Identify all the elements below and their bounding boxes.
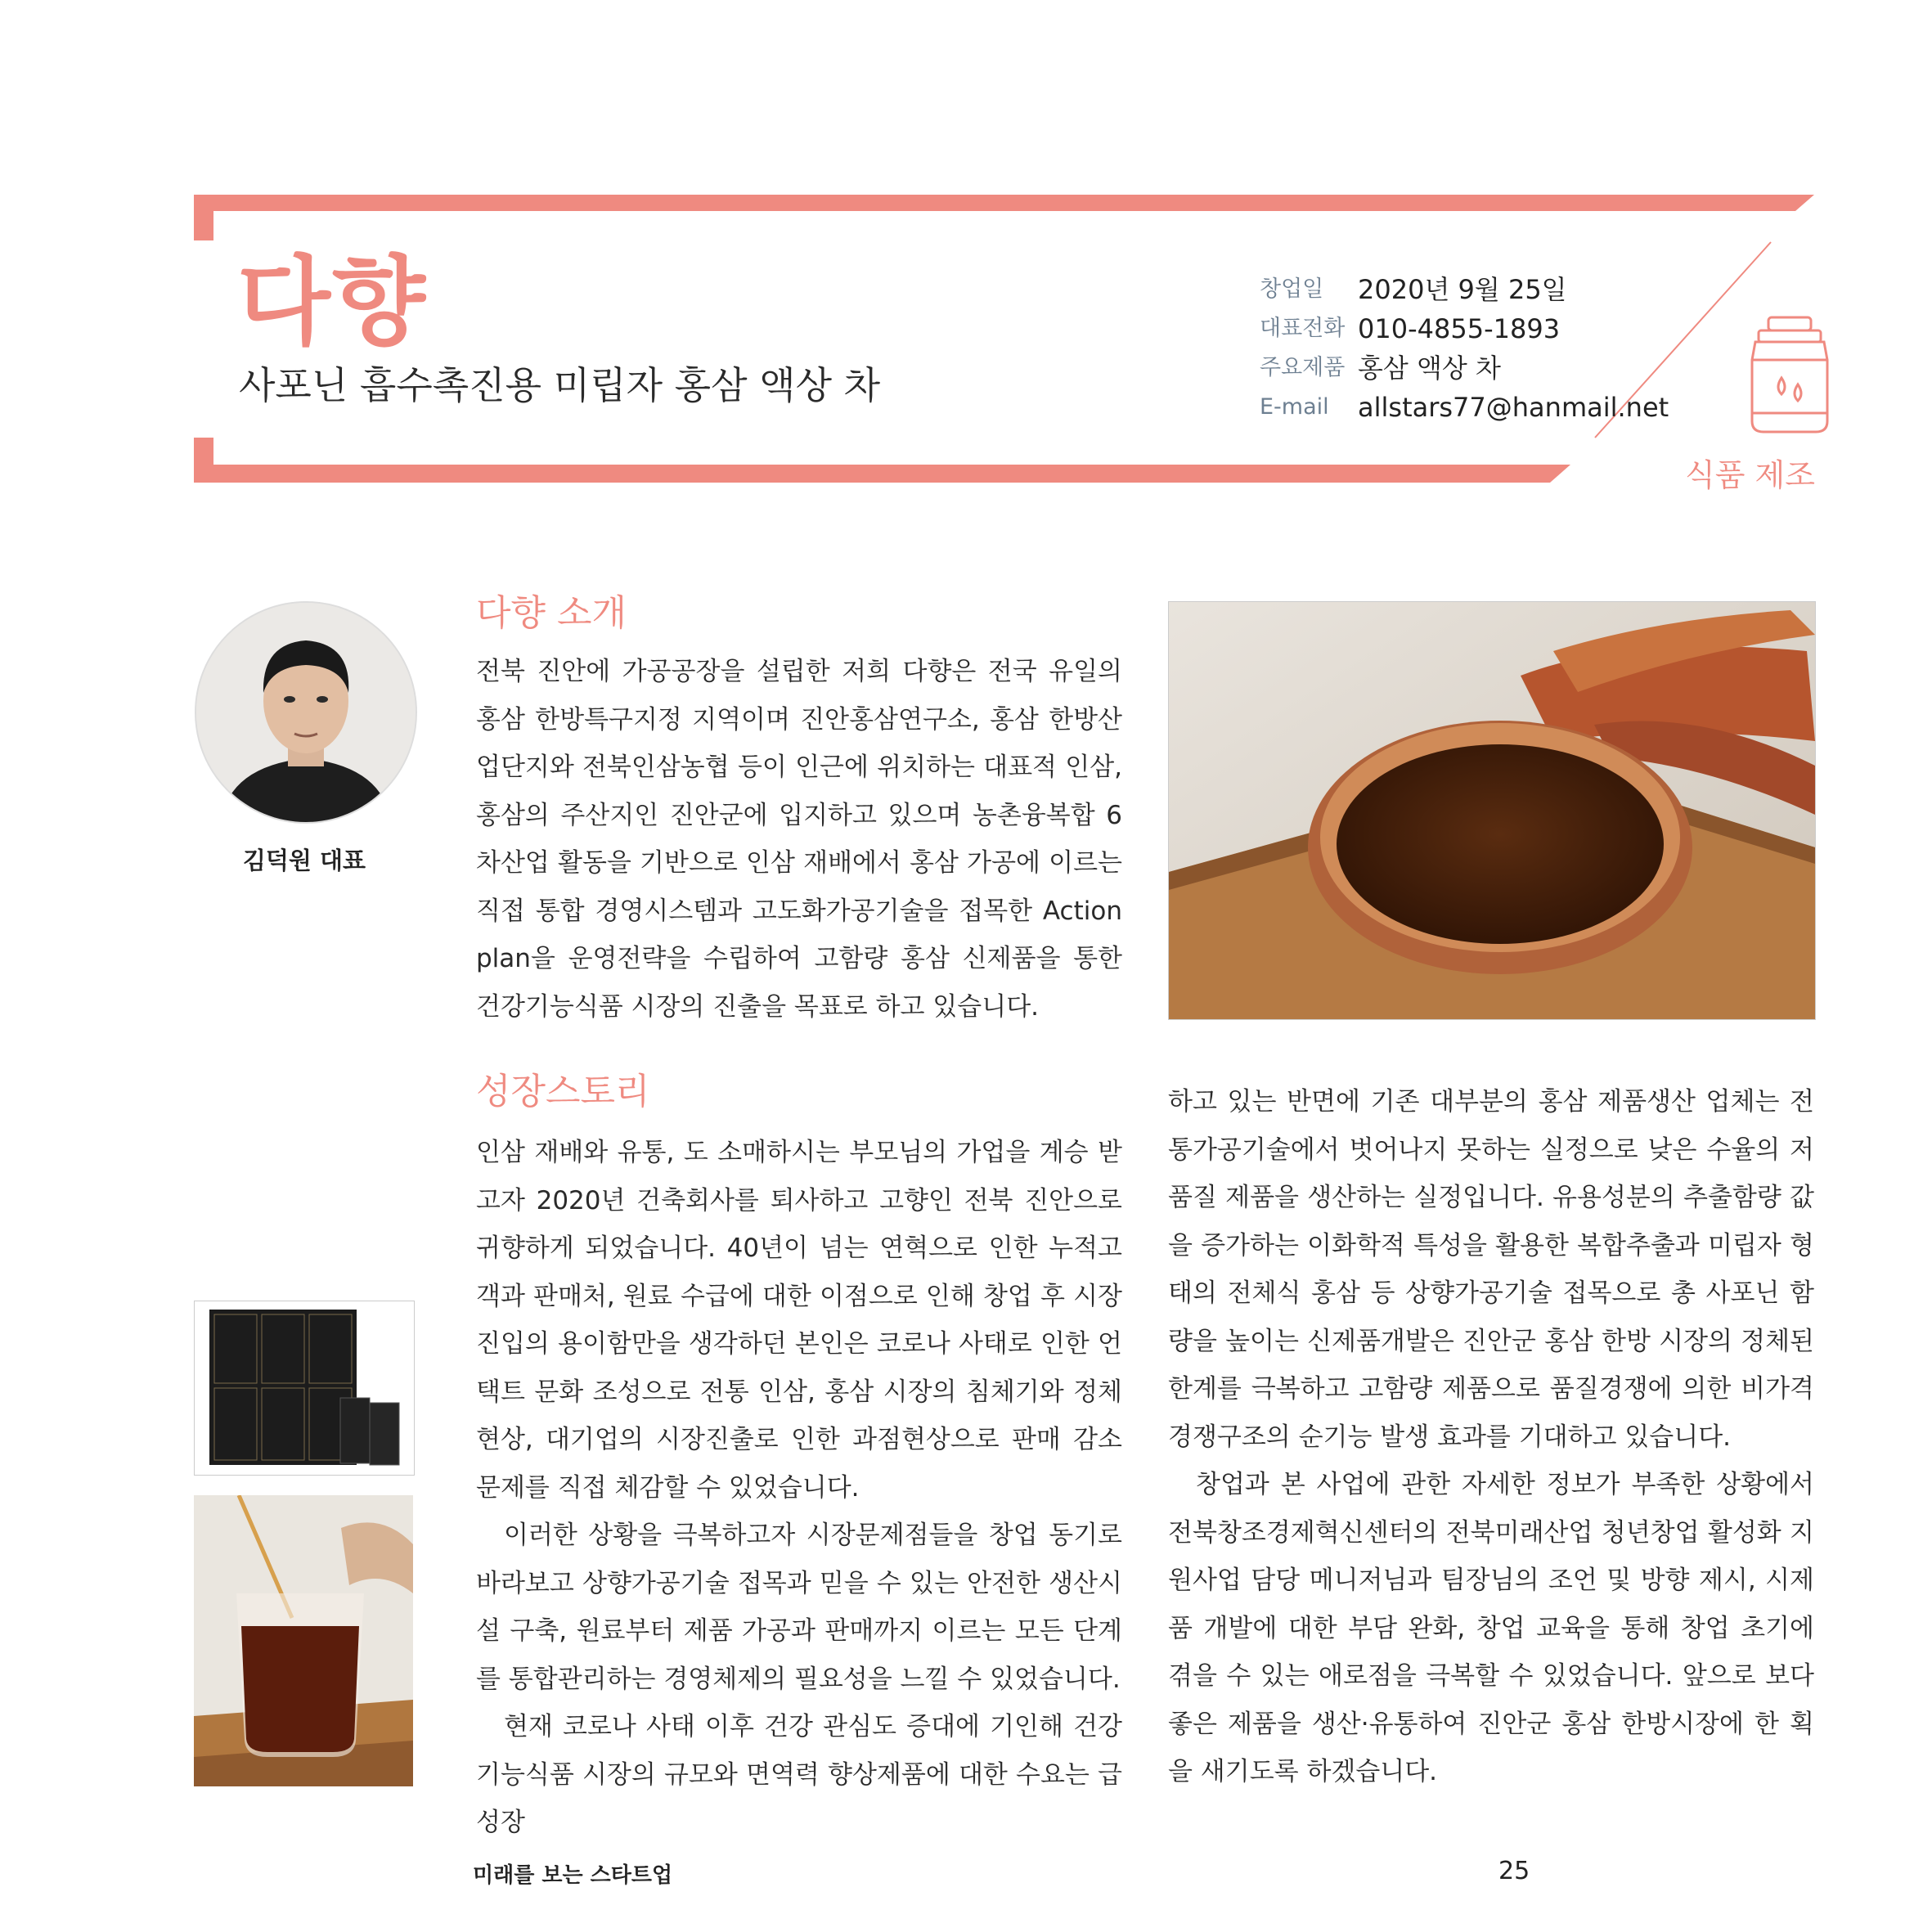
info-value: 010-4855-1893 bbox=[1358, 313, 1561, 344]
story-paragraph-2: 이러한 상황을 극복하고자 시장문제점들을 창업 동기로 바라보고 상향가공기술 접목과 믿을 수 있는 안전한 생산시설 구축, 원료부터 제품 가공과 판매까지 이르는 모든 단계를 통합관리하는 경영체제의 필요성을 느낄 수 있었습니다. bbox=[476, 1521, 1122, 1694]
publication-title: 미래를 보는 스타트업 bbox=[473, 1863, 673, 1888]
info-value: allstars77@hanmail.net bbox=[1358, 392, 1669, 423]
ceo-portrait bbox=[195, 601, 417, 824]
story-continuation-2: 창업과 본 사업에 관한 자세한 정보가 부족한 상황에서 전북창조경제혁신센터의 전북미래산업 청년창업 활성화 지원사업 담당 메니저님과 팀장님의 조언 및 방향 제시, 시제품 개발에 대한 부담 완화, 창업 교육을 통해 창업 초기에 겪을 수 있는 애로점을 극복할 수 있었습니다. 앞으로 보다 좋은 제품을 생산·유통하여 진안군 홍삼 한방시장에 한 획을 새기도록 하겠습니다. bbox=[1168, 1470, 1814, 1786]
story-body bbox=[476, 1129, 1122, 1847]
product-gift-box-photo bbox=[194, 1301, 415, 1476]
info-key: 대표전화 bbox=[1260, 316, 1346, 341]
intro-title: 다향 소개 bbox=[476, 592, 627, 634]
info-value: 홍삼 액상 차 bbox=[1358, 353, 1501, 384]
info-key: 주요제품 bbox=[1260, 355, 1346, 380]
page-number: 25 bbox=[1498, 1857, 1530, 1885]
info-key: E-mail bbox=[1260, 394, 1329, 420]
info-row-founded bbox=[1260, 270, 1669, 309]
red-ginseng-tea-photo bbox=[1168, 601, 1816, 1020]
info-row-email bbox=[1260, 388, 1669, 427]
portrait-caption: 김덕원 대표 bbox=[242, 847, 366, 874]
story-paragraph-1: 인삼 재배와 유통, 도 소매하시는 부모님의 가업을 계승 받고자 2020년 건축회사를 퇴사하고 고향인 전북 진안으로 귀향하게 되었습니다. 40년이 넘는 연혁으로 인한 누적고객과 판매처, 원료 수급에 대한 이점으로 인해 창업 후 시장진입의 용이함만을 생각하던 본인은 코로나 사태로 인한 언택트 문화 조성으로 전통 인삼, 홍삼 시장의 침체기와 정체 현상, 대기업의 시장진출로 인한 과점현상으로 판매 감소 문제를 직접 체감할 수 있었습니다. bbox=[476, 1138, 1122, 1503]
story-title: 성장스토리 bbox=[476, 1071, 650, 1112]
intro-paragraph: 전북 진안에 가공공장을 설립한 저희 다향은 전국 유일의 홍삼 한방특구지정 지역이며 진안홍삼연구소, 홍삼 한방산업단지와 전북인삼농협 등이 인근에 위치하는 대표적 인삼, 홍삼의 주산지인 진안군에 입지하고 있으며 농촌융복합 6차산업 활동을 기반으로 인삼 재배에서 홍삼 가공에 이르는 직접 통합 경영시스템과 고도화가공기술을 접목한 Action plan을 운영전략을 수립하여 고함량 홍삼 신제품을 통한 건강기능식품 시장의 진출을 목표로 하고 있습니다. bbox=[476, 657, 1122, 1022]
story-continuation-1: 하고 있는 반면에 기존 대부분의 홍삼 제품생산 업체는 전통가공기술에서 벗어나지 못하는 실정으로 낮은 수율의 저품질 제품을 생산하는 실정입니다. 유용성분의 추출함량 값을 증가하는 이화학적 특성을 활용한 복합추출과 미립자 형태의 전체식 홍삼 등 상향가공기술 접목으로 총 사포닌 함량을 높이는 신제품개발은 진안군 홍삼 한방 시장의 정체된 한계를 극복하고 고함량 제품으로 품질경쟁에 의한 비가격 경쟁구조의 순기능 발생 효과를 기대하고 있습니다. bbox=[1168, 1087, 1814, 1452]
info-key: 창업일 bbox=[1260, 276, 1324, 302]
info-row-product bbox=[1260, 348, 1669, 388]
red-ginseng-drink-glass-photo bbox=[194, 1495, 413, 1786]
company-name: 다향 bbox=[237, 245, 427, 358]
intro-body bbox=[476, 648, 1122, 1031]
company-subtitle: 사포닌 흡수촉진용 미립자 홍삼 액상 차 bbox=[239, 363, 881, 407]
company-info bbox=[1260, 270, 1669, 427]
ginseng-jar-icon bbox=[1752, 317, 1827, 432]
story-paragraph-3: 현재 코로나 사태 이후 건강 관심도 증대에 기인해 건강기능식품 시장의 규모와 면역력 향상제품에 대한 수요는 급성장 bbox=[476, 1712, 1122, 1837]
story-continuation bbox=[1168, 1078, 1814, 1796]
info-value: 2020년 9월 25일 bbox=[1358, 274, 1567, 305]
category-label: 식품 제조 bbox=[1685, 457, 1815, 493]
info-row-phone bbox=[1260, 309, 1669, 348]
